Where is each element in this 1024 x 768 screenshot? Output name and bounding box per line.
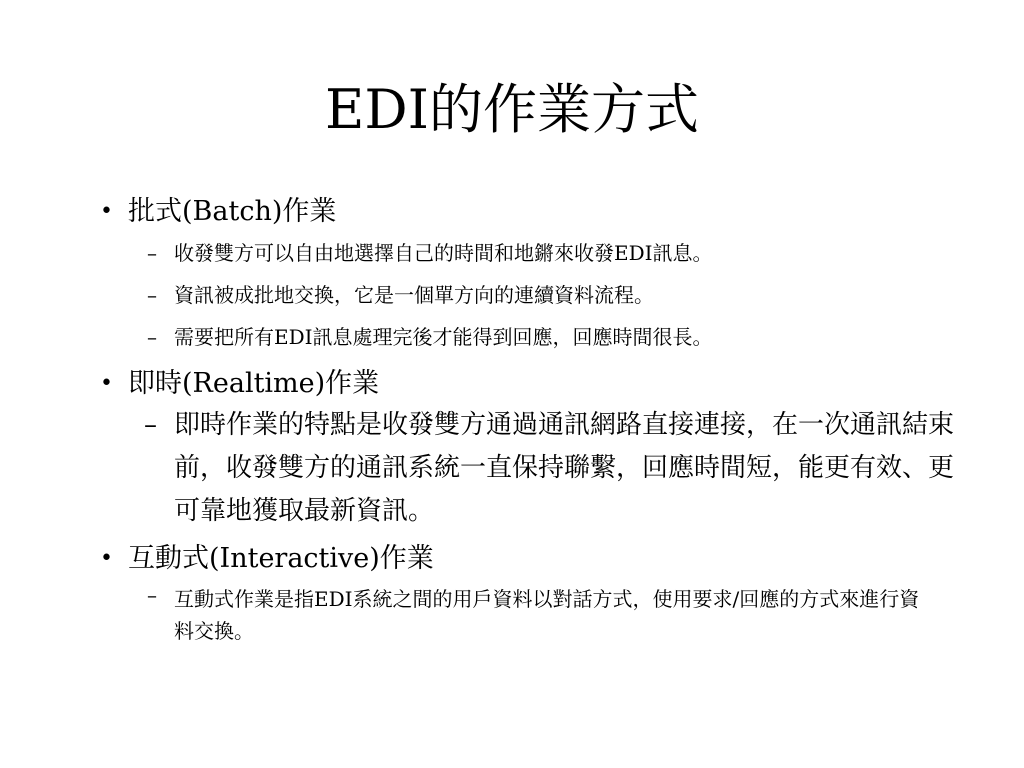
bullet-dot-icon: • [100, 199, 113, 224]
bullet-interactive [100, 539, 980, 579]
dash-icon: – [147, 283, 157, 307]
sub-bullet-text: 資訊被成批地交換，它是一個單方向的連續資料流程。 [174, 283, 654, 307]
sub-bullet [147, 316, 980, 358]
sub-bullet-text: 需要把所有EDI訊息處理完後才能得到回應，回應時間很長。 [174, 325, 713, 349]
bullet-heading: 互動式(Interactive)作業 [128, 543, 434, 574]
dash-icon: – [147, 583, 157, 607]
sub-bullet [147, 274, 980, 316]
bullet-dot-icon: • [100, 546, 113, 571]
bullet-batch [100, 192, 980, 232]
dash-icon: – [147, 325, 157, 349]
slide-title: EDI的作業方式 [324, 78, 700, 141]
slide-content [100, 192, 980, 647]
sub-bullet-text: 即時作業的特點是收發雙方通過通訊網路直接連接，在一次通訊結束前，收發雙方的通訊系統一直保持聯繫，回應時間短，能更有效、更可靠地獲取最新資訊。 [174, 410, 955, 526]
sub-bullet [147, 232, 980, 274]
sub-bullet-text: 收發雙方可以自由地選擇自己的時間和地鏘來收發EDI訊息。 [174, 241, 713, 265]
bullet-dot-icon: • [100, 371, 113, 396]
dash-icon: – [144, 410, 157, 440]
bullet-heading: 即時(Realtime)作業 [128, 368, 380, 399]
sub-bullet-text: 互動式作業是指EDI系統之間的用戶資料以對話方式，使用要求/回應的方式來進行資料交換。 [174, 587, 920, 643]
dash-icon: – [147, 241, 157, 265]
bullet-realtime [100, 364, 980, 404]
sub-bullet [147, 579, 934, 647]
sub-bullet [144, 404, 964, 533]
bullet-heading: 批式(Batch)作業 [128, 196, 337, 227]
